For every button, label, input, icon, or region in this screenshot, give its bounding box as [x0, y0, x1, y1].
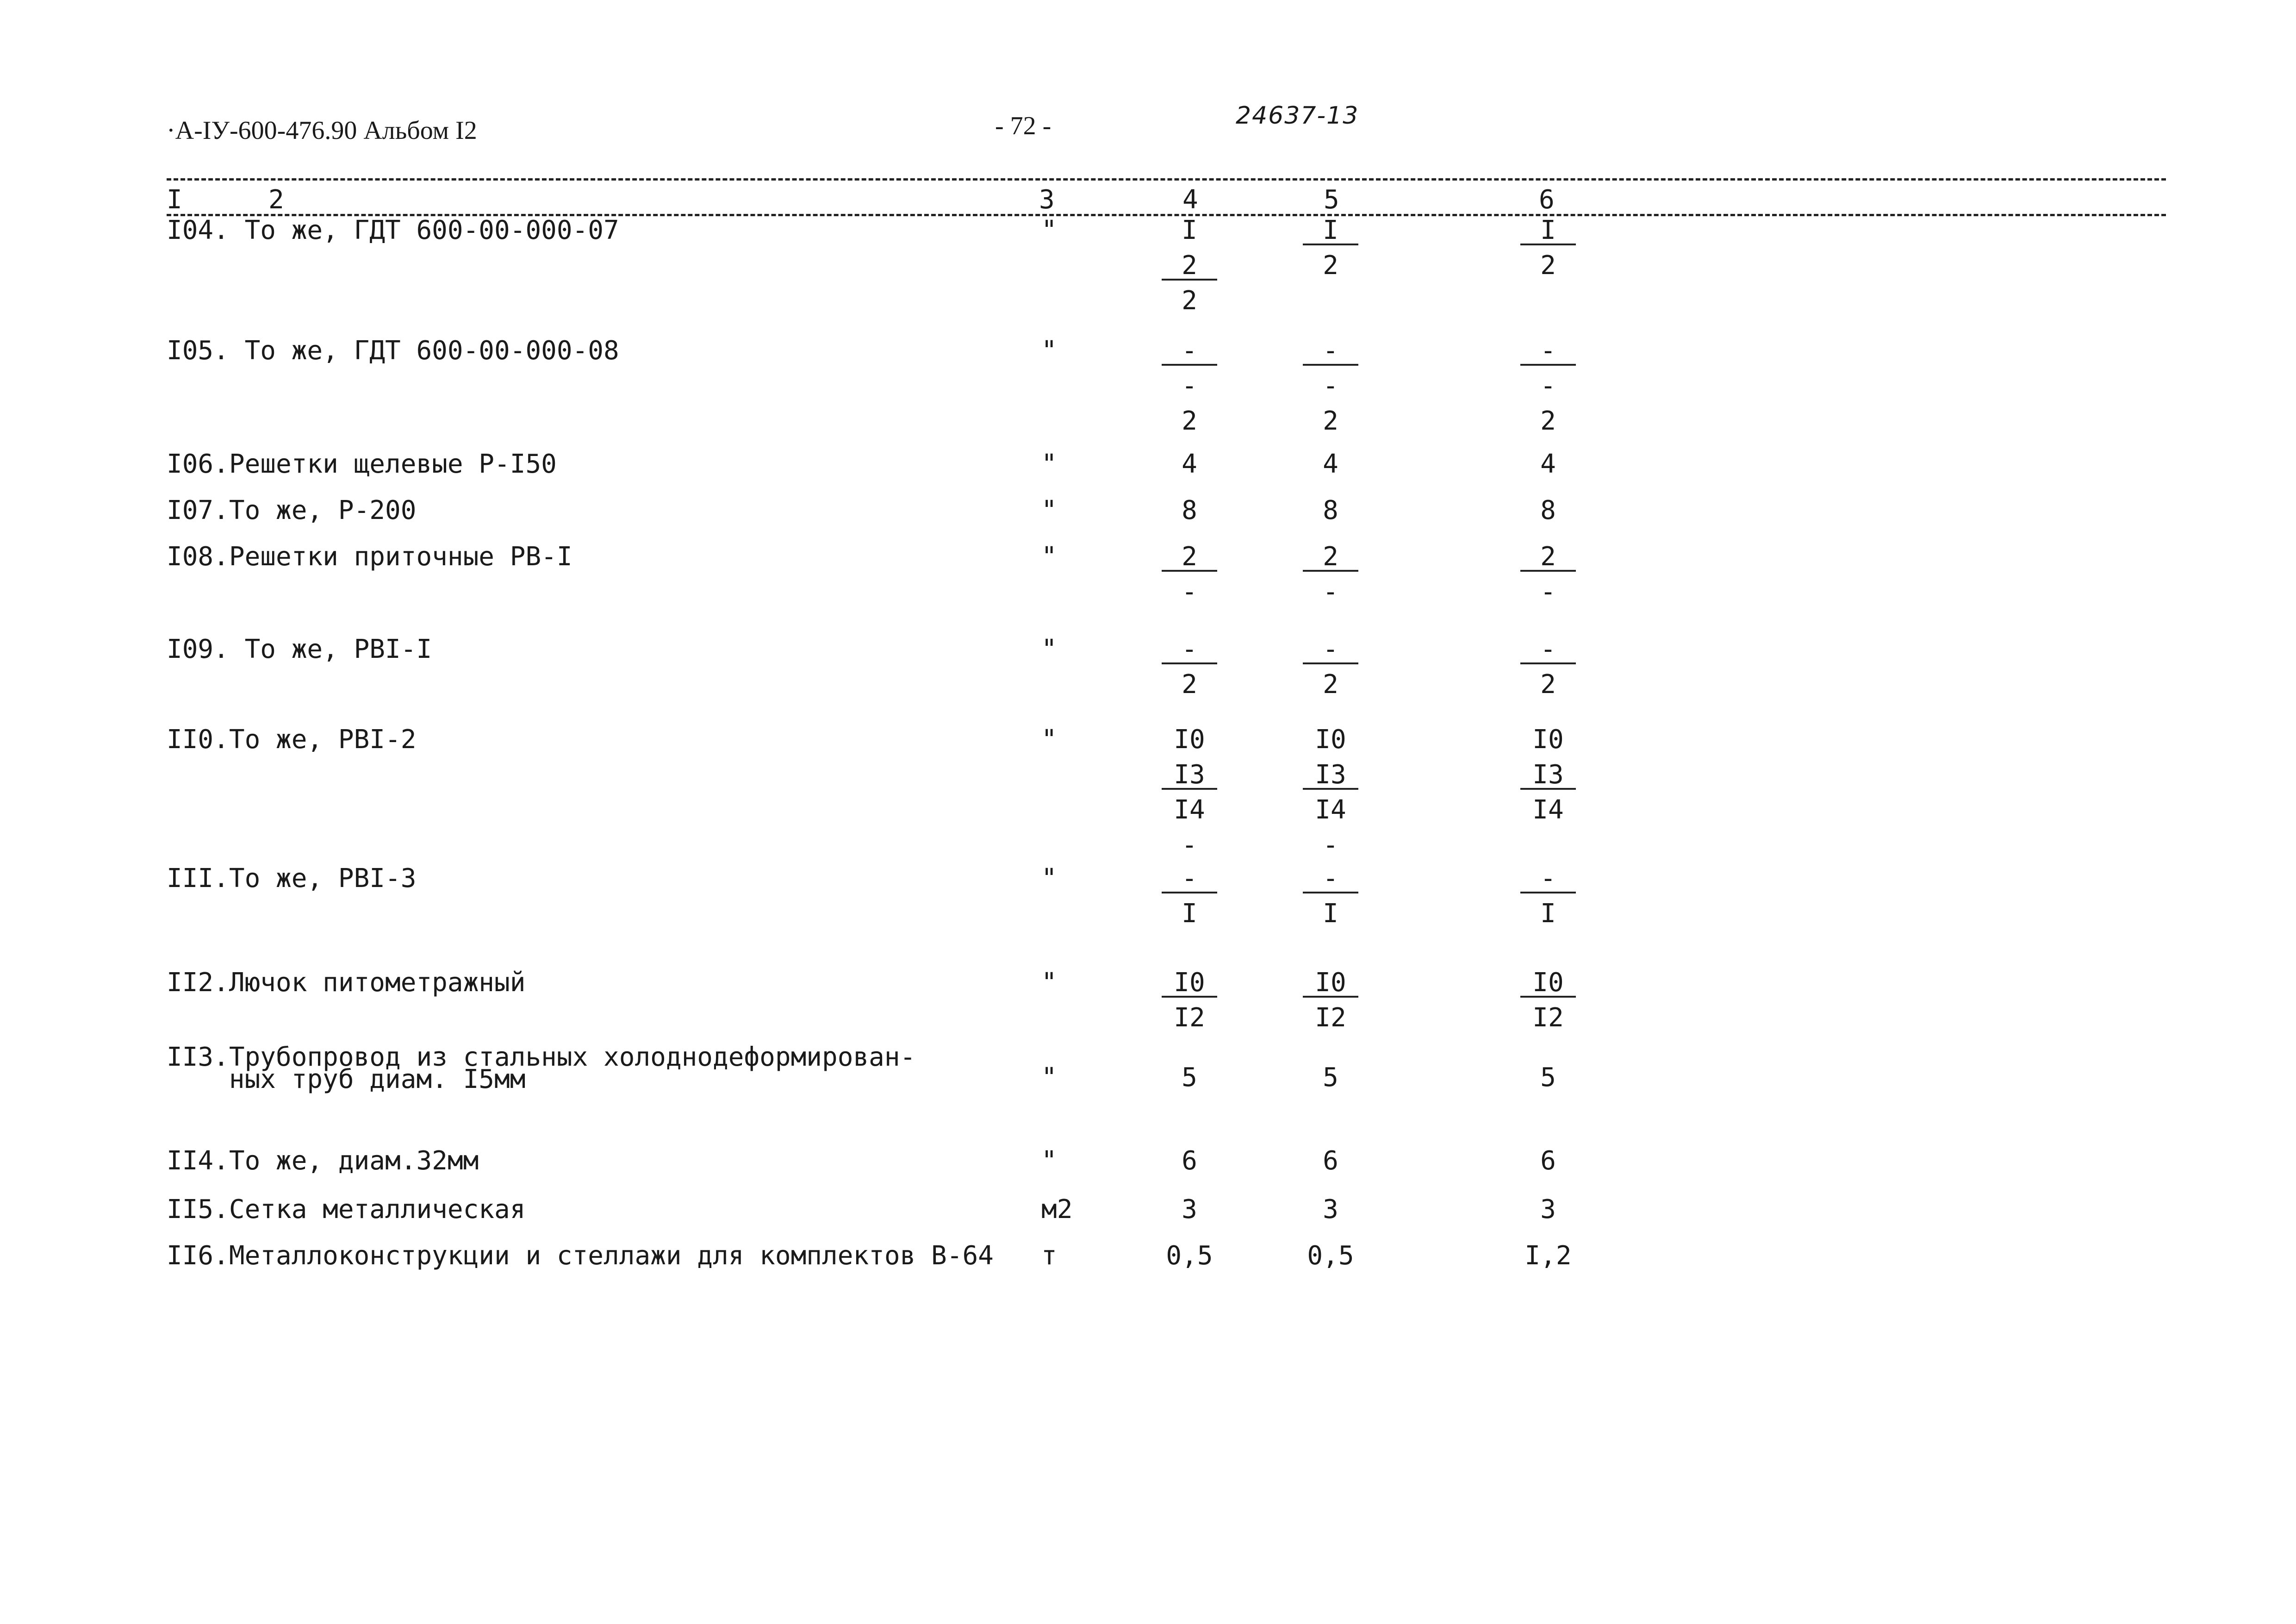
quantity-line: I: [1502, 213, 1594, 248]
quantity-cell-5: [1284, 333, 1377, 439]
quantity-line: 2: [1540, 669, 1556, 700]
quantity-cell-5: [1284, 632, 1377, 702]
unit-of-measure: ": [1041, 634, 1057, 664]
quantity-line: -: [1323, 371, 1338, 401]
item-description: I05. То же, ГДТ 600-00-000-08: [167, 336, 619, 366]
unit-of-measure: ": [1041, 495, 1057, 525]
col-header-4: 4: [1182, 185, 1198, 215]
quantity-cell-6: [1502, 965, 1594, 1036]
unit-of-measure: ": [1041, 725, 1057, 755]
quantity-line: -: [1323, 830, 1338, 860]
quantity-line: I3: [1143, 757, 1236, 793]
item-description: III.То же, РВI-3: [167, 863, 417, 893]
item-description: II3.Трубопровод из стальных холоднодеформирован- ных труб диам. I5мм: [167, 1042, 916, 1094]
quantity-line: -: [1502, 333, 1594, 369]
item-description: I04. То же, ГДТ 600-00-000-07: [167, 215, 619, 245]
quantity-line: I0: [1174, 725, 1205, 755]
quantity-line: 2: [1143, 539, 1236, 575]
quantity-line: -: [1284, 333, 1377, 369]
quantity-cell-6: [1502, 722, 1594, 828]
quantity-line: -: [1143, 333, 1236, 369]
quantity-cell-4: [1143, 1192, 1236, 1227]
unit-of-measure: т: [1041, 1241, 1057, 1271]
quantity-line: -: [1182, 371, 1197, 401]
quantity-line: 2: [1502, 539, 1594, 575]
quantity-cell-6: [1502, 1143, 1594, 1179]
quantity-line: -: [1143, 632, 1236, 667]
archive-stamp: 24637-13: [1236, 102, 1359, 130]
quantity-cell-6: [1502, 632, 1594, 702]
quantity-line: I0: [1532, 725, 1564, 755]
quantity-cell-5: [1284, 213, 1377, 283]
col-header-5: 5: [1324, 185, 1339, 215]
quantity-line: -: [1284, 632, 1377, 667]
unit-of-measure: ": [1041, 449, 1057, 479]
quantity-cell-4: [1143, 1143, 1236, 1179]
quantity-line: 2: [1323, 406, 1338, 436]
quantity-line: I4: [1174, 795, 1205, 825]
quantity-cell-5: [1284, 1238, 1377, 1274]
quantity-line: 6: [1540, 1146, 1556, 1176]
unit-of-measure: ": [1041, 863, 1057, 893]
quantity-cell-5: [1284, 1060, 1377, 1095]
quantity-line: -: [1143, 861, 1236, 896]
quantity-cell-6: [1502, 493, 1594, 528]
header-top-rule: [167, 178, 2166, 181]
item-description: II2.Лючок питометражный: [167, 968, 526, 998]
quantity-line: 3: [1540, 1194, 1556, 1224]
unit-of-measure: ": [1041, 1062, 1057, 1093]
item-description: II6.Металлоконструкции и стеллажи для комплектов В-64: [167, 1241, 994, 1271]
quantity-cell-5: [1284, 539, 1377, 610]
quantity-line: 2: [1182, 286, 1197, 316]
unit-of-measure: ": [1041, 336, 1057, 366]
quantity-cell-4: [1143, 447, 1236, 482]
quantity-line: I: [1182, 215, 1197, 245]
quantity-line: I2: [1174, 1003, 1205, 1033]
quantity-cell-6: [1502, 1192, 1594, 1227]
quantity-line: I2: [1315, 1003, 1346, 1033]
col-header-6: 6: [1539, 185, 1555, 215]
quantity-line: I: [1182, 899, 1197, 929]
quantity-line: I,2: [1524, 1241, 1572, 1271]
quantity-line: -: [1323, 577, 1338, 607]
quantity-line: 2: [1540, 406, 1556, 436]
quantity-line: 0,5: [1166, 1241, 1213, 1271]
quantity-line: I: [1284, 213, 1377, 248]
quantity-cell-6: [1502, 1238, 1594, 1274]
quantity-line: 2: [1182, 406, 1197, 436]
quantity-cell-4: [1143, 539, 1236, 610]
quantity-line: -: [1502, 861, 1594, 896]
quantity-line: 6: [1323, 1146, 1338, 1176]
quantity-cell-6: [1502, 861, 1594, 931]
quantity-line: 5: [1540, 1062, 1556, 1093]
quantity-line: -: [1540, 371, 1556, 401]
quantity-line: -: [1502, 632, 1594, 667]
quantity-line: -: [1182, 830, 1197, 860]
quantity-line: 3: [1182, 1194, 1197, 1224]
quantity-line: I: [1540, 899, 1556, 929]
quantity-cell-4: [1143, 213, 1236, 319]
quantity-cell-4: [1143, 1238, 1236, 1274]
quantity-line: I0: [1315, 725, 1346, 755]
quantity-cell-4: [1143, 1060, 1236, 1095]
quantity-cell-5: [1284, 861, 1377, 931]
quantity-cell-4: [1143, 333, 1236, 439]
quantity-cell-5: [1284, 1192, 1377, 1227]
quantity-cell-6: [1502, 539, 1594, 610]
quantity-line: 2: [1540, 250, 1556, 281]
quantity-line: 4: [1540, 449, 1556, 479]
quantity-line: -: [1182, 577, 1197, 607]
quantity-cell-5: [1284, 722, 1377, 863]
col-header-3: 3: [1039, 185, 1055, 215]
quantity-line: I0: [1143, 965, 1236, 1000]
quantity-line: 2: [1143, 248, 1236, 283]
quantity-cell-4: [1143, 861, 1236, 931]
quantity-cell-4: [1143, 493, 1236, 528]
quantity-cell-4: [1143, 632, 1236, 702]
quantity-cell-6: [1502, 1060, 1594, 1095]
page-number: - 72 -: [995, 112, 1052, 140]
quantity-line: 5: [1182, 1062, 1197, 1093]
quantity-line: -: [1284, 861, 1377, 896]
quantity-line: 2: [1323, 669, 1338, 700]
quantity-line: 0,5: [1307, 1241, 1354, 1271]
unit-of-measure: ": [1041, 542, 1057, 572]
quantity-line: 4: [1182, 449, 1197, 479]
item-description: I09. То же, РВI-I: [167, 634, 432, 664]
quantity-cell-5: [1284, 1143, 1377, 1179]
quantity-cell-6: [1502, 213, 1594, 283]
unit-of-measure: ": [1041, 215, 1057, 245]
quantity-line: 8: [1323, 495, 1338, 525]
unit-of-measure: ": [1041, 1146, 1057, 1176]
quantity-line: 5: [1323, 1062, 1338, 1093]
quantity-line: I0: [1502, 965, 1594, 1000]
quantity-line: 2: [1182, 669, 1197, 700]
quantity-line: I3: [1502, 757, 1594, 793]
col-header-2: 2: [268, 185, 284, 215]
quantity-cell-4: [1143, 722, 1236, 863]
item-description: II4.То же, диам.32мм: [167, 1146, 479, 1176]
quantity-line: I2: [1532, 1003, 1564, 1033]
item-description: I06.Решетки щелевые Р-I50: [167, 449, 557, 479]
item-description: I07.То же, Р-200: [167, 495, 417, 525]
quantity-line: I3: [1284, 757, 1377, 793]
quantity-line: 2: [1284, 539, 1377, 575]
col-header-1: I: [167, 185, 182, 215]
document-code: ·А-IУ-600-476.90 Альбом I2: [167, 116, 477, 145]
quantity-line: I4: [1315, 795, 1346, 825]
item-description: II5.Сетка металлическая: [167, 1194, 526, 1224]
quantity-line: I: [1323, 899, 1338, 929]
item-description: II0.То же, РВI-2: [167, 725, 417, 755]
unit-of-measure: ": [1041, 968, 1057, 998]
quantity-line: 3: [1323, 1194, 1338, 1224]
unit-of-measure: м2: [1041, 1194, 1073, 1224]
quantity-line: 8: [1182, 495, 1197, 525]
quantity-line: 8: [1540, 495, 1556, 525]
quantity-line: I0: [1284, 965, 1377, 1000]
quantity-cell-4: [1143, 965, 1236, 1036]
quantity-line: -: [1540, 577, 1556, 607]
quantity-cell-5: [1284, 965, 1377, 1036]
quantity-cell-6: [1502, 333, 1594, 439]
quantity-line: I4: [1532, 795, 1564, 825]
quantity-cell-5: [1284, 493, 1377, 528]
quantity-cell-6: [1502, 447, 1594, 482]
quantity-line: 2: [1323, 250, 1338, 281]
item-description: I08.Решетки приточные РВ-I: [167, 542, 572, 572]
quantity-cell-5: [1284, 447, 1377, 482]
quantity-line: 4: [1323, 449, 1338, 479]
quantity-line: 6: [1182, 1146, 1197, 1176]
